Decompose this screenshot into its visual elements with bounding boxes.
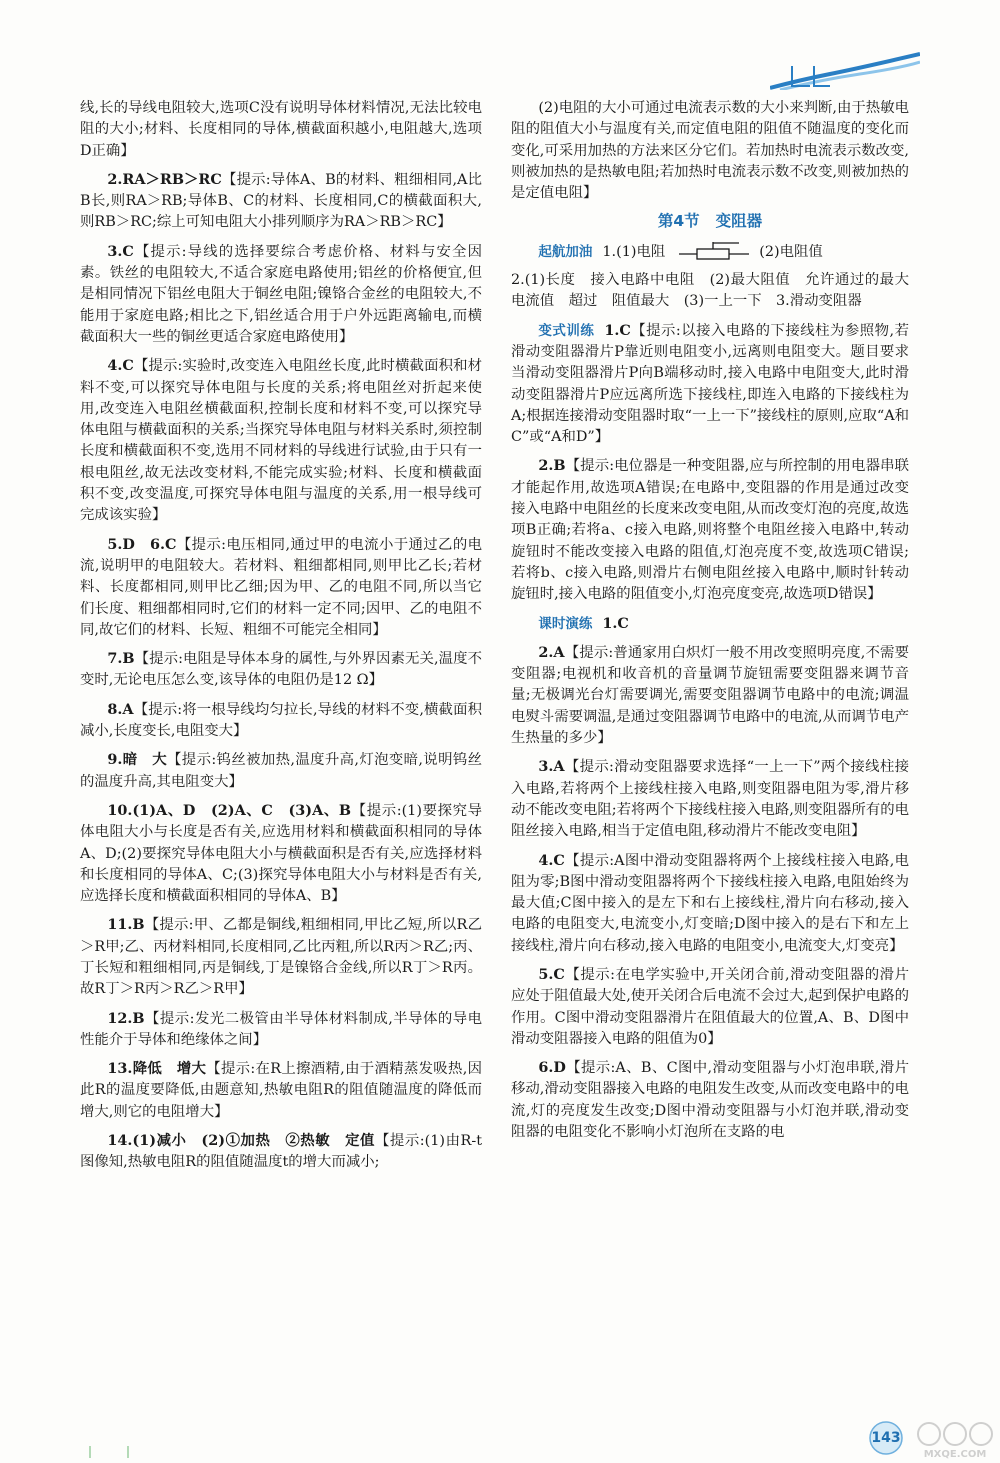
answer-text: 【提示:A、B、C图中,滑动变阻器与小灯泡串联,滑片移动,滑动变阻器接入电路的电阻发生改变,从而改变电路中的电流,灯的亮度发生改变;D图中滑动变阻器与小灯泡并联,滑动变阻器的电阻变化不影响小灯泡所在支路的电 bbox=[511, 1060, 909, 1141]
answer-key: 5.C bbox=[538, 965, 565, 983]
answer-key: 2.A bbox=[538, 643, 565, 661]
answer-text: 【提示:在电学实验中,开关闭合前,滑动变阻器的滑片应处于阻值最大处,使开关闭合后电流不会过大,起到保护电路的作用。C图中滑动变阻器滑片在阻值最大的位置,A、B、D图中滑动变阻器接入电路的阻值为0】 bbox=[511, 966, 909, 1047]
answer-item bbox=[511, 455, 909, 605]
answer-key: 8.A bbox=[107, 700, 134, 718]
answer-text: 【提示:以接入电路的下接线柱为参照物,若滑动变阻器滑片P靠近则电阻变小,远离则电阻变大。题目要求当滑动变阻器滑片P向B端移动时,接入电路中电阻变大,此时滑动变阻器滑片P应远离所选下接线柱,即连入电路的下接线柱为A;根据连接滑动变阻器时取“一上一下”接线柱的原则,应取“A和C”或“A和D”】 bbox=[511, 322, 909, 446]
answer-item bbox=[80, 914, 482, 1000]
answer-text: 【提示:钨丝被加热,温度升高,灯泡变暗,说明钨丝的温度升高,其电阻变大】 bbox=[80, 752, 482, 790]
answer-item bbox=[80, 534, 482, 641]
left-column bbox=[80, 98, 482, 1181]
answer-key: 1.C bbox=[602, 614, 629, 632]
margin-tick-marks bbox=[88, 1446, 138, 1458]
answer-item bbox=[511, 320, 909, 449]
answer-key: 3.C bbox=[107, 242, 134, 260]
answer-text: 【提示:电压相同,通过甲的电流小于通过乙的电流,说明甲的电阻较大。若材料、粗细都相同,则甲比乙长;若材料、长度都相同,则甲比乙细;因为甲、乙的电阻不同,所以当它们长度、粗细都相同时,它们的材料一定不同;因甲、乙的电阻不同,故它们的材料、长短、粗细不可能完全相同】 bbox=[80, 536, 482, 638]
answer-text: 线,长的导线电阻较大,选项C没有说明导体材料情况,无法比较电阻的大小;材料、长度相同的导体,横截面积越小,电阻越大,选项D正确】 bbox=[80, 100, 482, 159]
answer-text: 【提示:普通家用白炽灯一般不用改变照明亮度,不需要变阻器;电视机和收音机的音量调节旋钮需要变阻器来调节音量;无极调光台灯需要调光,需要变阻器调节电路中的电流;调温电熨斗需要调温,是通过变阻器调节电路中的电流,从而调节电产生热量的多少】 bbox=[511, 644, 909, 747]
rheostat-symbol-icon bbox=[679, 242, 749, 262]
answer-item bbox=[80, 241, 482, 348]
answer-item bbox=[80, 699, 482, 743]
answer-text: 【提示:甲、乙都是铜线,粗细相同,甲比乙短,所以R乙＞R甲;乙、丙材料相同,长度相同,乙比丙粗,所以R丙＞R乙;丙、丁长短和粗细相同,丙是铜线,丁是镍铬合金线,所以R丁＞R丙。故R丁＞R丙＞R乙＞R甲】 bbox=[80, 917, 482, 998]
answer-item bbox=[80, 1058, 482, 1123]
right-column bbox=[511, 98, 909, 1150]
answer-text: 【提示:A图中滑动变阻器将两个上接线柱接入电路,电阻为零;B图中滑动变阻器将两个下接线柱接入电路,电阻始终为最大值;C图中接入的是左下和右上接线柱,滑片向右移动,接入电路的电阻变大,电流变小,灯变暗;D图中接入的是右下和左上接线柱,滑片向右移动,接入电路的电阻变小,电流变大,灯变亮】 bbox=[511, 852, 909, 954]
answer-text: 【提示:在R上擦酒精,由于酒精蒸发吸热,因此R的温度要降低,由题意知,热敏电阻R的阻值随温度的降低而增大,则它的电阻增大】 bbox=[80, 1061, 482, 1120]
answer-item bbox=[80, 1008, 482, 1052]
section-number: 第4节 bbox=[657, 212, 700, 231]
answer-continuation: (2)电阻的大小可通过电流表示数的大小来判断,由于热敏电阻的阻值大小与温度有关,而定值电阻的阻值不随温度的变化而变化,可采用加热的方法来区分它们。若加热时电流表示数改变,则被加热的是热敏电阻;若加热时电流表示数不改变,则被加热的是定值电阻】 bbox=[511, 100, 909, 202]
answer-key: 4.C bbox=[538, 851, 565, 869]
answer-text: 【提示:(1)由R-t图像知,热敏电阻R的阻值随温度t的增大而减小; bbox=[80, 1133, 482, 1171]
answer-item bbox=[80, 355, 482, 526]
answer-item bbox=[511, 756, 909, 842]
answer-item bbox=[80, 169, 482, 234]
qihang-block bbox=[511, 242, 909, 263]
answer-text: 【提示:实验时,改变连入电阻丝长度,此时横截面积和材料不变,可以探究导体电阻与长度的关系;将电阻丝对折起来使用,改变连入电阻丝横截面积,控制长度和材料不变,可以探究导体电阻与横截面积的关系;当探究导体电阻与材料关系时,须控制长度和横截面积不变,选用不同材料的导线进行试验,由于只有一根电阻丝,故无法改变材料,不能完成实验;材料、长度和横截面积不变,改变温度,可探究导体电阻与温度的关系,用一根导线可完成该实验】 bbox=[80, 358, 482, 524]
bianshi-label: 变式训练 bbox=[538, 322, 595, 339]
answer-text: 【提示:将一根导线均匀拉长,导线的材料不变,横截面积减小,长度变长,电阻变大】 bbox=[80, 701, 482, 740]
answer-text: 【提示:电位器是一种变阻器,应与所控制的用电器串联才能起作用,故选项A错误;在电路中,变阻器的作用是通过改变接入电路中电阻丝的长度来改变电阻,从而改变灯泡的亮度,故选项B正确;若将a、c接入电路,则将整个电阻丝接入电路中,转动旋钮时不能改变接入电路的阻值,灯泡亮度不变,故选项C错误;若将b、c接入电路,则滑片右侧电阻丝接入电路中,顺时针转动旋钮时,接入电路的阻值变小,灯泡亮度变亮,故选项D错误】 bbox=[511, 458, 909, 603]
section-name: 变阻器 bbox=[715, 212, 763, 231]
answer-key: 2.RA＞RB＞RC bbox=[107, 170, 222, 188]
answer-key: 7.B bbox=[107, 650, 135, 668]
answer-text: (2)电阻值 bbox=[759, 243, 823, 260]
answer-text: 【提示:导线的选择要综合考虑价格、材料与安全因素。铁丝的电阻较大,不适合家庭电路使用;铝丝的价格便宜,但是相同情况下铝丝电阻大于铜丝电阻;镍铬合金丝的电阻较大,不能用于家庭电路;相比之下,铝丝适合用于户外远距离输电,而横截面积大一些的铜丝更适合家庭电路使用】 bbox=[80, 243, 482, 345]
answer-item bbox=[80, 648, 482, 692]
answer-item bbox=[511, 850, 909, 957]
answer-item bbox=[80, 1130, 482, 1174]
answer-item bbox=[511, 613, 909, 635]
qihang-label: 起航加油 bbox=[538, 243, 593, 260]
section-title bbox=[511, 211, 909, 232]
answer-item bbox=[511, 642, 909, 749]
answer-key: 13.降低 增大 bbox=[107, 1060, 207, 1078]
answer-key: 3.A bbox=[538, 758, 565, 776]
answer-text: 【提示:滑动变阻器要求选择“一上一下”两个接线柱接入电路,若将两个上接线柱接入电路,则变阻器电阻为零,滑片移动不能改变电阻;若将两个下接线柱接入电路,则变阻器所有的电阻丝接入电路,相当于定值电阻,移动滑片不能改变电阻】 bbox=[511, 759, 909, 840]
answer-key: 5.D 6.C bbox=[107, 535, 177, 553]
answer-key: 12.B bbox=[107, 1009, 145, 1027]
watermark-logo-icon bbox=[915, 1420, 995, 1460]
answer-key: 6.D bbox=[538, 1059, 566, 1077]
answer-text: 【提示:发光二极管由半导体材料制成,半导体的导电性能介于导体和绝缘体之间】 bbox=[80, 1010, 482, 1048]
watermark-text: MXQE.COM bbox=[923, 1449, 987, 1460]
answer-text: 【提示:导体A、B的材料、粗细相同,A比B长,则RA＞RB;导体B、C的材料、长度相同,C的横截面积大,则RB＞RC;综上可知电阻大小排列顺序为RA＞RB＞RC】 bbox=[80, 171, 482, 231]
answer-item bbox=[80, 800, 482, 907]
answer-item bbox=[511, 1057, 909, 1143]
answer-text: 【提示:电阻是导体本身的属性,与外界因素无关,温度不变时,无论电压怎么变,该导体的电阻仍是12 Ω】 bbox=[80, 651, 482, 689]
answer-text: 【提示:(1)要探究导体电阻大小与长度是否有关,应选用材料和横截面积相同的导体A、D;(2)要探究导体电阻大小与横截面积是否有关,应选择材料和长度相同的导体A、C;(3)探究导体电阻大小与材料是否有关,应选择长度和横截面积相同的导体A、B】 bbox=[80, 802, 483, 905]
answer-key: 10.(1)A、D (2)A、C (3)A、B bbox=[107, 801, 352, 819]
answer-text: 1.(1)电阻 bbox=[602, 243, 666, 260]
answer-key: 14.(1)减小 (2)①加热 ②热敏 定值 bbox=[107, 1132, 375, 1150]
answer-item bbox=[80, 749, 482, 793]
answer-key: 11.B bbox=[107, 916, 145, 934]
answer-item bbox=[80, 98, 482, 162]
corner-swoosh-decoration bbox=[770, 50, 920, 90]
answer-item bbox=[511, 964, 909, 1050]
answer-item: 2.(1)长度 接入电路中电阻 (2)最大阻值 允许通过的最大电流值 超过 阻值最大 (3)一上一下 3.滑动变阻器 bbox=[511, 272, 909, 310]
answer-key: 1.C bbox=[604, 321, 631, 339]
page-number: 143 bbox=[871, 1430, 901, 1446]
answer-key: 2.B bbox=[538, 457, 566, 475]
page-number-badge bbox=[866, 1418, 906, 1458]
answer-key: 9.暗 大 bbox=[107, 751, 168, 769]
keshi-label: 课时演练 bbox=[538, 615, 593, 632]
answer-key: 4.C bbox=[107, 357, 134, 375]
